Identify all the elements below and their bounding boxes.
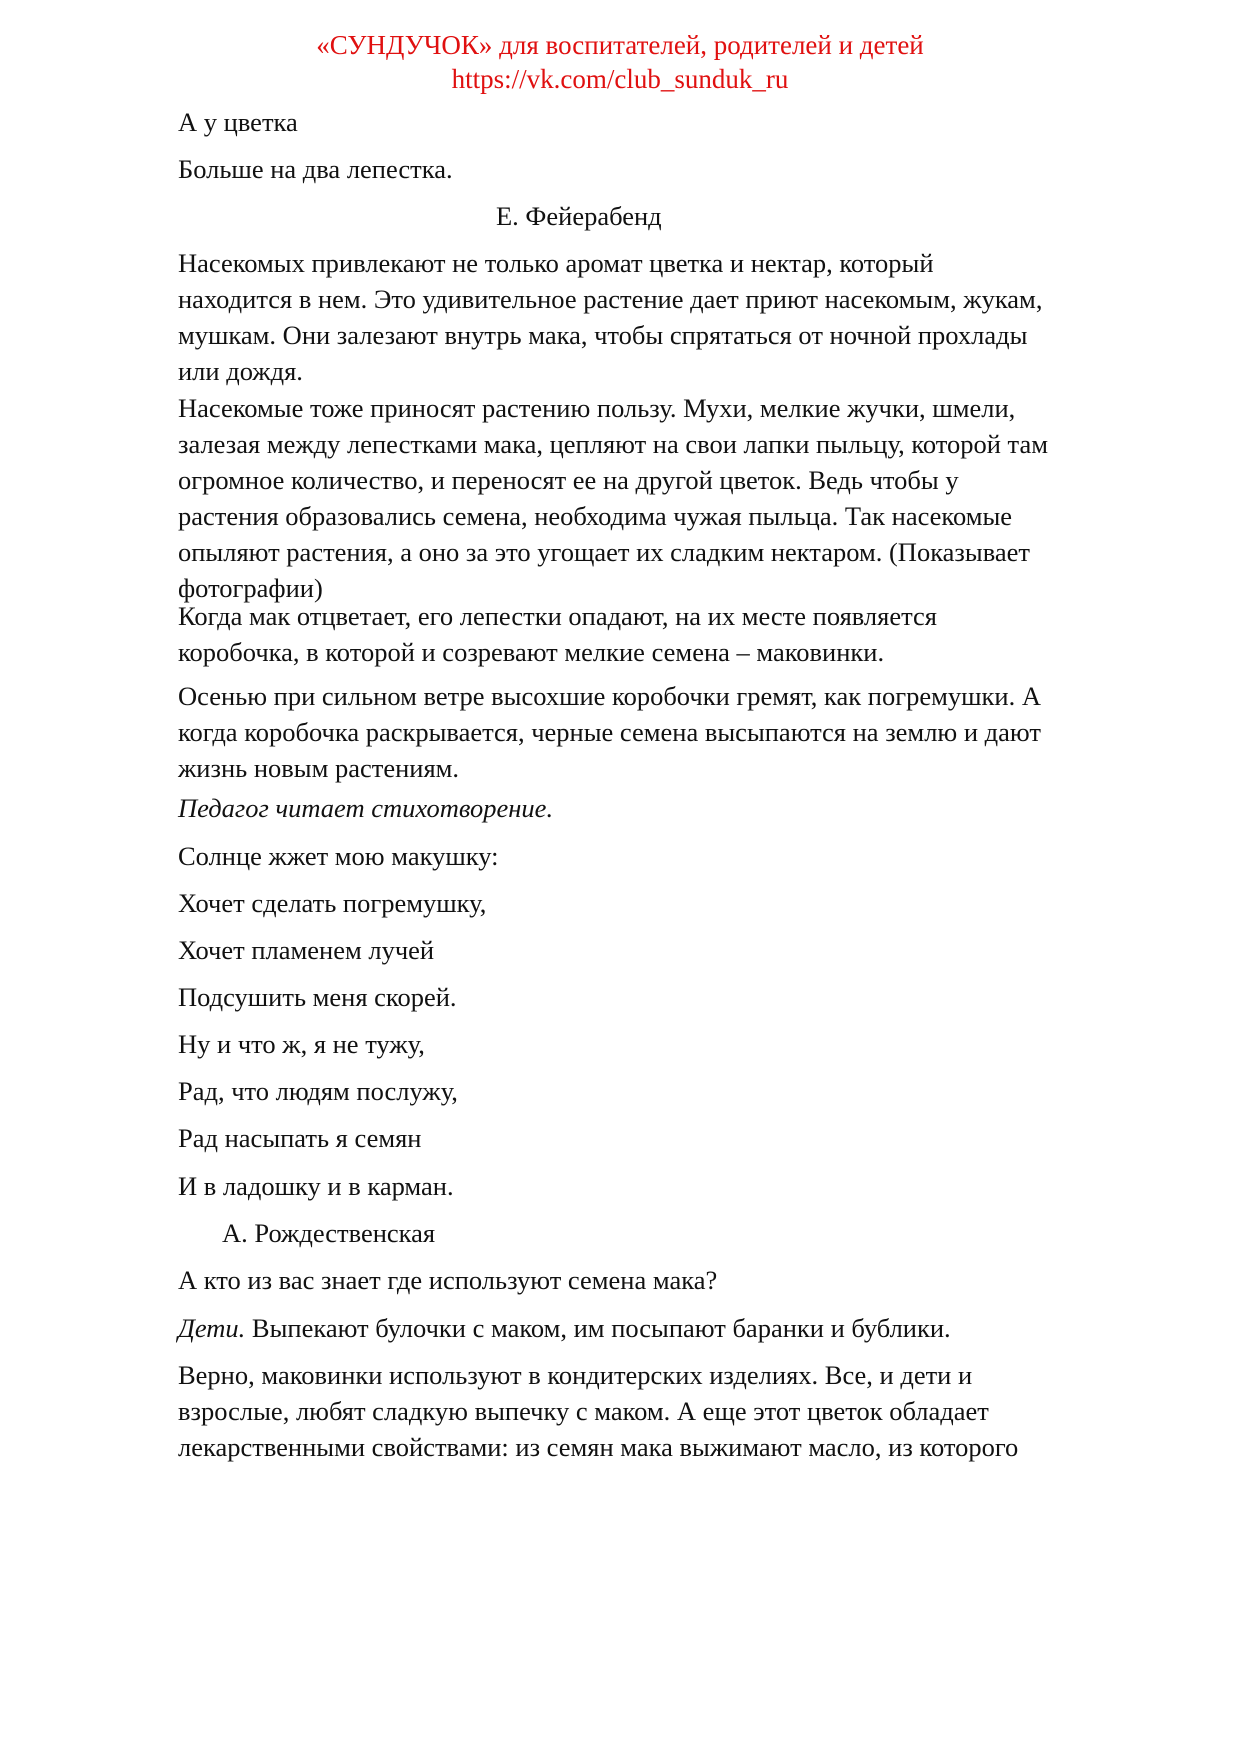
- paragraph: [178, 1357, 1158, 1465]
- paragraph-line: взрослые, любят сладкую выпечку с маком. А еще этот цветок обладает: [178, 1396, 989, 1426]
- paragraph-line: коробочка, в которой и созревают мелкие семена – маковинки.: [178, 637, 885, 667]
- paragraph-line: или дождя.: [178, 356, 303, 386]
- paragraph-line: жизнь новым растениям.: [178, 753, 460, 783]
- header-title: «СУНДУЧОК» для воспитателей, родителей и детей: [316, 30, 924, 60]
- poem2-line: Ну и что ж, я не тужу,: [178, 1029, 425, 1059]
- paragraph-line: когда коробочка раскрывается, черные семена высыпаются на землю и дают: [178, 717, 1041, 747]
- children-answer: [178, 1310, 951, 1346]
- poem2-line: Рад, что людям послужу,: [178, 1076, 458, 1106]
- paragraph: [178, 598, 1158, 670]
- paragraph-line: лекарственными свойствами: из семян мака выжимают масло, из которого: [178, 1432, 1019, 1462]
- paragraph-line: Насекомые тоже приносят растению пользу. Мухи, мелкие жучки, шмели,: [178, 393, 1016, 423]
- question: А кто из вас знает где используют семена мака?: [178, 1265, 718, 1295]
- poem2-line: Хочет пламенем лучей: [178, 935, 435, 965]
- teacher-note: Педагог читает стихотворение.: [178, 793, 554, 823]
- answer-text: Выпекают булочки с маком, им посыпают баранки и бублики.: [245, 1313, 951, 1343]
- paragraph-line: огромное количество, и переносят ее на другой цветок. Ведь чтобы у: [178, 465, 959, 495]
- paragraph: [178, 245, 1158, 389]
- paragraph-line: опыляют растения, а оно за это угощает их сладким нектаром. (Показывает: [178, 537, 1030, 567]
- paragraph-line: Когда мак отцветает, его лепестки опадают, на их месте появляется: [178, 601, 937, 631]
- paragraph: [178, 678, 1158, 786]
- poem1-author: Е. Фейерабенд: [496, 201, 662, 231]
- paragraph: [178, 390, 1158, 606]
- paragraph-line: Верно, маковинки используют в кондитерских изделиях. Все, и дети и: [178, 1360, 973, 1390]
- paragraph-line: Насекомых привлекают не только аромат цветка и нектар, который: [178, 248, 934, 278]
- poem2-line: Хочет сделать погремушку,: [178, 888, 487, 918]
- poem2-line: Солнце жжет мою макушку:: [178, 841, 499, 871]
- poem2-line: И в ладошку и в карман.: [178, 1171, 454, 1201]
- poem2-line: Подсушить меня скорей.: [178, 982, 457, 1012]
- poem2-line: Рад насыпать я семян: [178, 1123, 422, 1153]
- poem1-line: А у цветка: [178, 107, 298, 137]
- speaker-label: Дети.: [178, 1313, 246, 1343]
- paragraph-line: находится в нем. Это удивительное растение дает приют насекомым, жукам,: [178, 284, 1043, 314]
- poem1-line: Больше на два лепестка.: [178, 154, 453, 184]
- paragraph-line: мушкам. Они залезают внутрь мака, чтобы спрятаться от ночной прохлады: [178, 320, 1028, 350]
- paragraph-line: Осенью при сильном ветре высохшие коробочки гремят, как погремушки. А: [178, 681, 1041, 711]
- paragraph-line: растения образовались семена, необходима чужая пыльца. Так насекомые: [178, 501, 1013, 531]
- paragraph-line: фотографии): [178, 573, 323, 603]
- paragraph-line: залезая между лепестками мака, цепляют на свои лапки пыльцу, которой там: [178, 429, 1048, 459]
- poem2-author: А. Рождественская: [222, 1218, 436, 1248]
- header-link[interactable]: https://vk.com/club_sunduk_ru: [451, 64, 789, 94]
